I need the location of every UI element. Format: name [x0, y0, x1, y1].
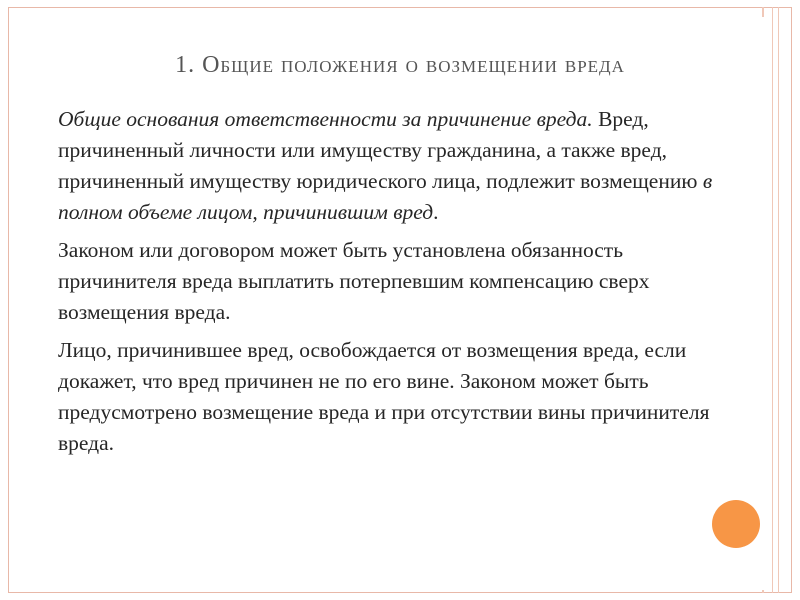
item-text: Законом или договором может быть установлена обязанность причинителя вреда выплатить потерпевшим компенсацию сверх возмещения вреда. [58, 238, 650, 324]
item-lead-italic: Общие основания ответственности за причинение вреда. [58, 107, 593, 131]
bullet-item-1 [36, 104, 736, 228]
bullet-item-3 [36, 335, 736, 459]
item-text: Лицо, причинившее вред, освобождается от возмещения вреда, если докажет, что вред причинен не по его вине. Законом может быть предусмотрено возмещение вреда и при отсутствии вины причинителя вреда. [58, 338, 710, 455]
item-end: . [433, 200, 439, 224]
bullet-item-2 [36, 235, 736, 328]
item-text: Вред, причиненный личности или имуществу гражданина, а также вред, причиненный имуществу юридического лица, подлежит возмещению [58, 107, 703, 193]
item-tail-italic: в полном объеме лицом, причинившим вред [58, 169, 713, 224]
slide-title: 1. Общие положения о возмещении вреда [175, 52, 625, 78]
orange-circle-decoration [712, 500, 760, 548]
slide-content [36, 104, 736, 466]
